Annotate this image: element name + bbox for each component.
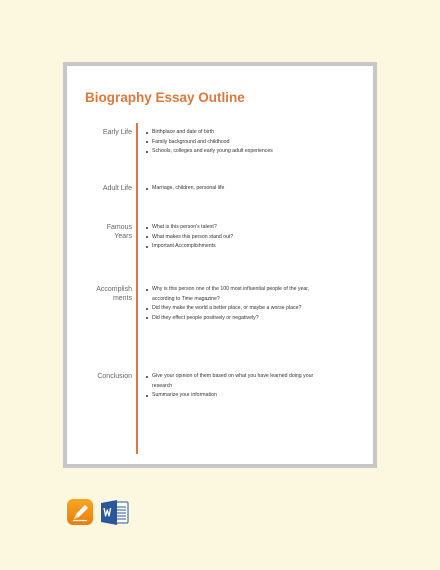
word-app-icon[interactable]: [101, 500, 129, 525]
document-page: [67, 66, 373, 464]
list-item: Did they make the world a better place, or maybe a worse place?: [146, 304, 346, 314]
word-logo-icon: [101, 500, 129, 525]
list-item: research: [152, 382, 173, 389]
section-label-line: ments: [112, 295, 132, 302]
section-label: [67, 128, 132, 137]
section-label: [67, 372, 132, 381]
section-label-line: Conclusion: [97, 373, 132, 380]
section-label-line: Famous: [106, 224, 132, 231]
list-item: What is this person's talent?: [146, 223, 346, 233]
section-label: [67, 184, 132, 193]
section-label-line: Accomplish: [96, 286, 132, 293]
list-item: Why is this person one of the 100 most influential people of the year,: [146, 285, 346, 295]
list-item: Birthplace and date of birth: [146, 128, 346, 138]
section-label-line: Adult Life: [102, 185, 132, 192]
list-item: Family background and childhood: [146, 138, 346, 148]
app-icons: [67, 499, 129, 527]
timeline-divider: [136, 123, 138, 454]
section-label: [67, 285, 132, 303]
pages-app-icon[interactable]: [67, 499, 93, 525]
list-item: according to Time magazine?: [152, 295, 220, 302]
section-label: [67, 223, 132, 241]
list-item: Schools, colleges and early young adult experiences: [146, 147, 346, 157]
list-item: Did they effect people positively or negatively?: [146, 314, 346, 324]
list-item: Give your opinion of them based on what you have learned doing your: [146, 372, 346, 382]
section-items: [146, 285, 346, 323]
list-item: Summarize your information: [146, 391, 346, 401]
list-item: Important Accomplishments: [146, 242, 346, 252]
section-items: [146, 184, 346, 194]
document-title: Biography Essay Outline: [85, 90, 245, 105]
section-items: [146, 223, 346, 252]
list-item: What makes this person stand out?: [146, 233, 346, 243]
list-item: Marriage, children, personal life: [146, 184, 346, 194]
section-label-line: Early Life: [102, 129, 132, 136]
section-label-line: Years: [114, 233, 132, 240]
section-items: [146, 128, 346, 157]
section-items: [146, 372, 346, 401]
pencil-icon: [67, 499, 93, 525]
